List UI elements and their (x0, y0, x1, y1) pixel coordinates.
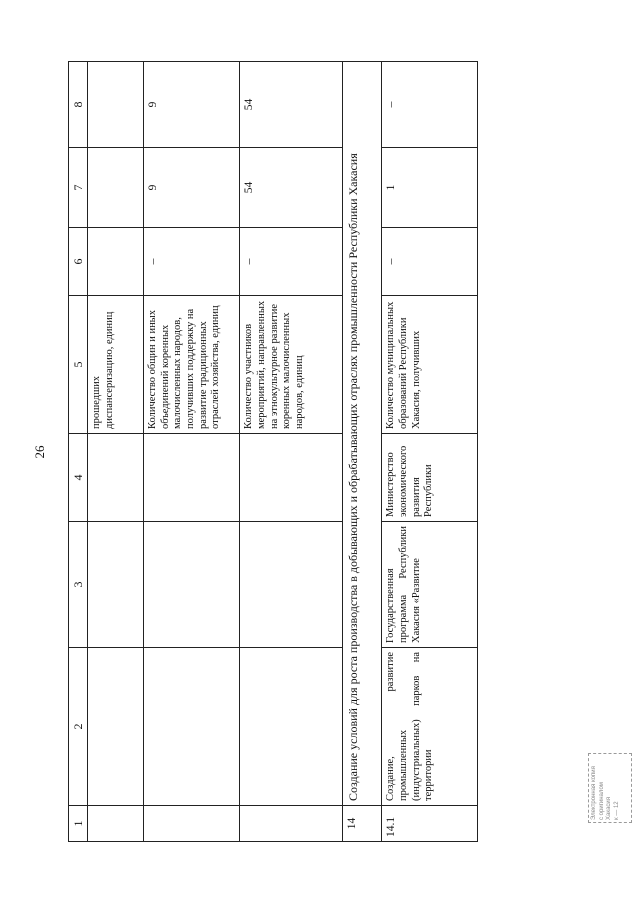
section-number: 14 (342, 806, 382, 842)
value-cell: – (144, 228, 240, 296)
table-cell (144, 648, 240, 806)
table-cell (240, 806, 342, 842)
table-cell (88, 806, 144, 842)
item-number: 14.1 (382, 806, 478, 842)
page-number: 26 (32, 445, 47, 459)
table-header-row (69, 62, 88, 842)
table-cell (88, 148, 144, 228)
header-cell: 7 (69, 148, 88, 228)
header-cell: 2 (69, 648, 88, 806)
executor-cell: Министерство экономического развития Республики (382, 434, 478, 522)
value-cell: – (382, 62, 478, 148)
table-cell (240, 648, 342, 806)
table-cell (88, 522, 144, 648)
copy-stamp (588, 753, 632, 823)
stamp-line: к — 12 (613, 801, 620, 820)
table-cell (88, 434, 144, 522)
header-cell: 6 (69, 228, 88, 296)
header-cell: 3 (69, 522, 88, 648)
section-row (342, 62, 382, 842)
table-cell (88, 62, 144, 148)
table-cell (144, 522, 240, 648)
section-title: Создание условий для роста производства в добывающих и обрабатывающих отраслях промышленности Республики Хакасия (342, 62, 382, 806)
table-cell (240, 522, 342, 648)
stamp-line: Электронная копия (591, 766, 597, 820)
table-cell (144, 806, 240, 842)
value-cell: 54 (240, 148, 342, 228)
table-row (144, 62, 240, 842)
table-row (382, 62, 478, 842)
value-cell: – (240, 228, 342, 296)
stamp-line: с оригиналом (598, 782, 605, 820)
indicator-cell: прошедших диспансеризацию, единиц (88, 296, 144, 434)
value-cell: 9 (144, 62, 240, 148)
program-table (68, 61, 478, 842)
table-cell (88, 648, 144, 806)
table-row (88, 62, 144, 842)
measure-cell: Создание, развитие промышленных (индустриальных) парков на территории (382, 648, 478, 806)
indicator-cell: Количество общин и иных объединений коренных малочисленных народов, получивших поддержку на развитие традиционных отраслей хозяйства, единиц (144, 296, 240, 434)
value-cell: 9 (144, 148, 240, 228)
table-cell (144, 434, 240, 522)
table-row (240, 62, 342, 842)
value-cell: 54 (240, 62, 342, 148)
indicator-cell: Количество участников мероприятий, направленных на этнокультурное развитие коренных малочисленных народов, единиц (240, 296, 342, 434)
table-cell (88, 228, 144, 296)
header-cell: 5 (69, 296, 88, 434)
table-cell (240, 434, 342, 522)
header-cell: 1 (69, 806, 88, 842)
stamp-line: Хакасия (606, 796, 612, 820)
rotated-table-wrapper (68, 62, 478, 842)
header-cell: 4 (69, 434, 88, 522)
value-cell: – (382, 228, 478, 296)
program-cell: Государственная программа Республики Хакасия «Развитие (382, 522, 478, 648)
header-cell: 8 (69, 62, 88, 148)
value-cell: 1 (382, 148, 478, 228)
indicator-cell: Количество муниципальных образований Республики Хакасия, получивших (382, 296, 478, 434)
